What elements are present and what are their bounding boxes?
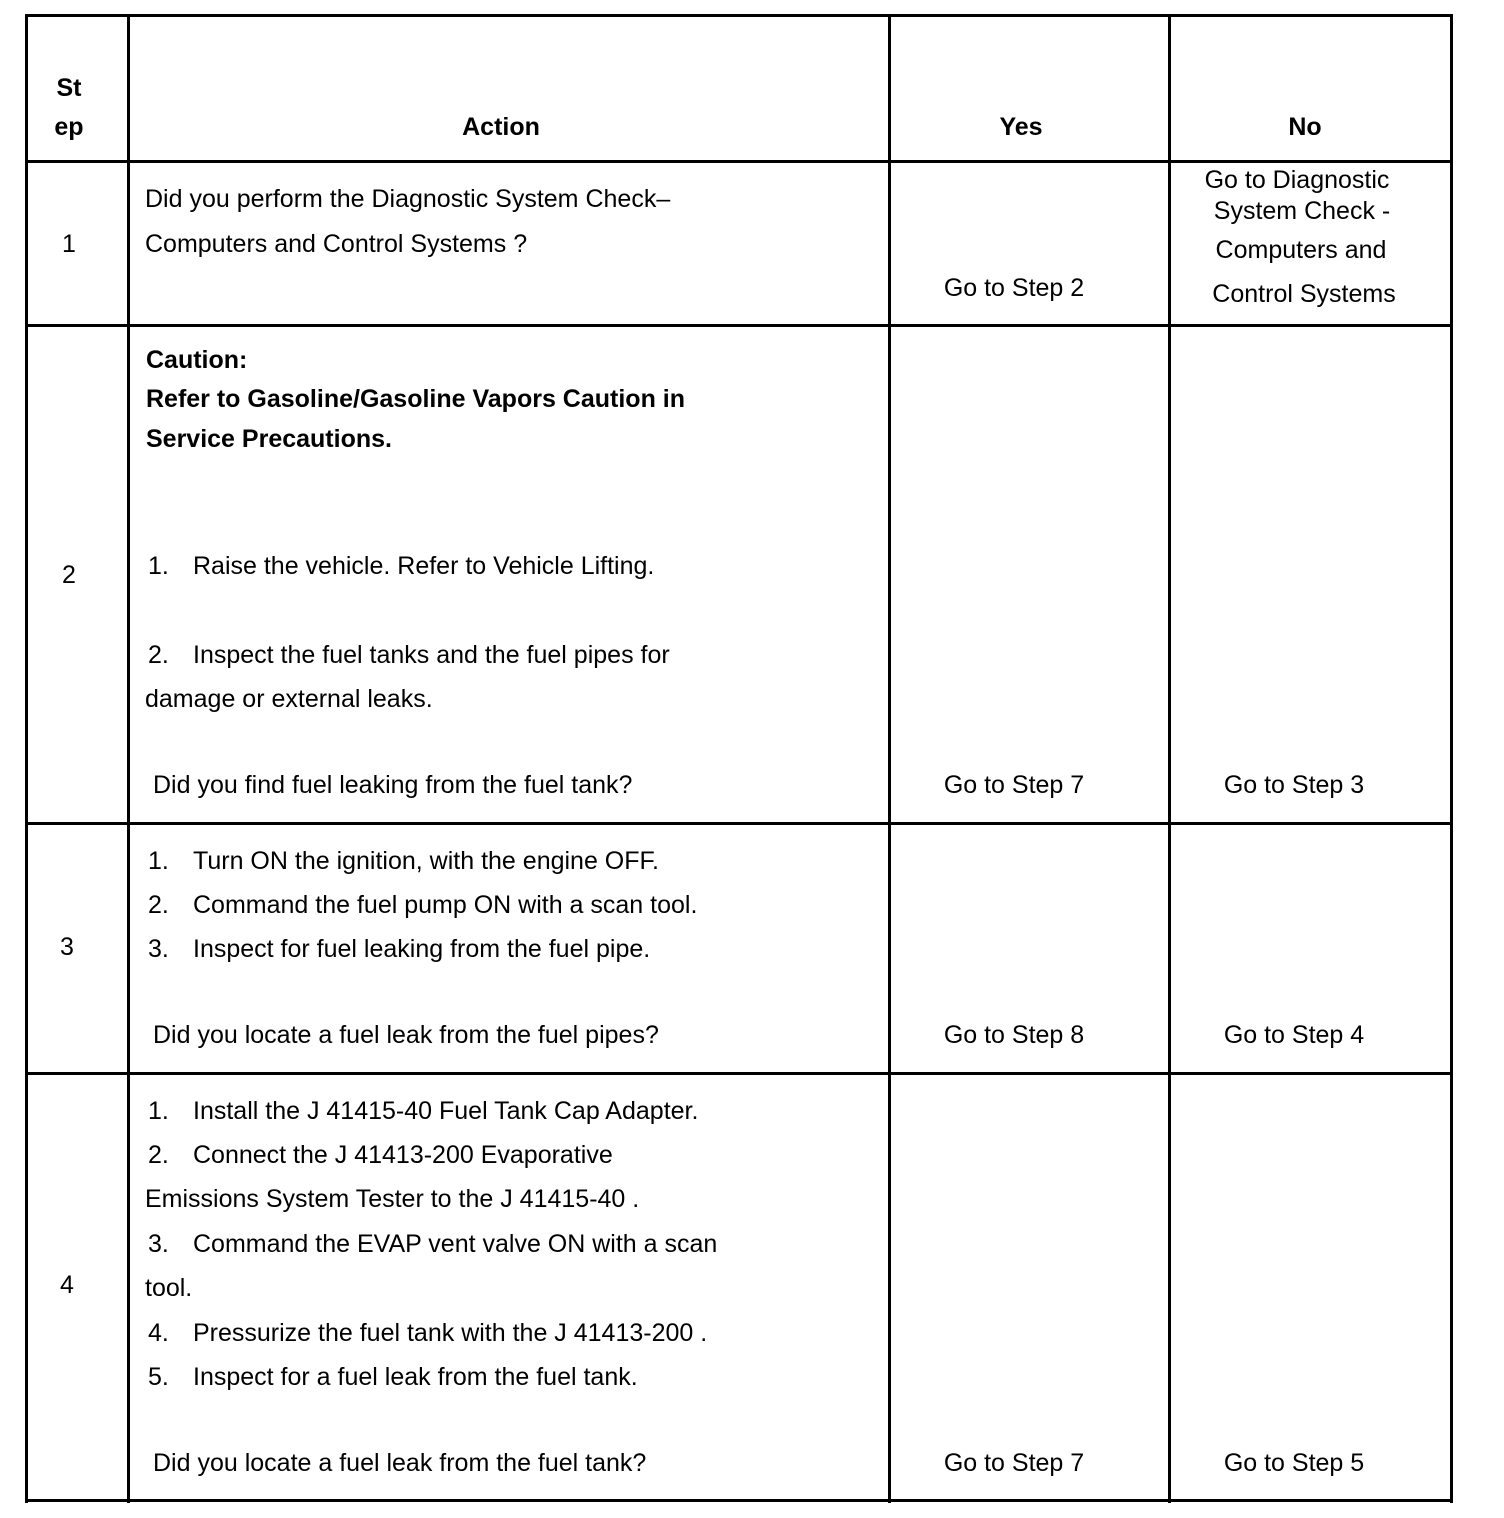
row-divider-3 [25,1072,1453,1075]
no-result: Go to Step 5 [1223,1449,1365,1477]
question-text: Did you locate a fuel leak from the fuel pipes? [153,1021,659,1049]
list-number: 5. [148,1363,169,1391]
list-item-continued: Emissions System Tester to the J 41415-40 . [145,1185,640,1213]
col-divider-step [127,14,130,1503]
table-border-left [25,14,28,1503]
list-number: 2. [148,641,169,669]
list-number: 3. [148,1230,169,1258]
header-action: Action [462,113,540,141]
caution-text: Service Precautions. [146,425,392,453]
action-text: Did you perform the Diagnostic System Check– [145,185,671,213]
list-item: Inspect for a fuel leak from the fuel tank. [193,1363,638,1391]
list-item: Raise the vehicle. Refer to Vehicle Lifting. [193,552,655,580]
yes-result: Go to Step 8 [943,1021,1085,1049]
caution-title: Caution: [146,346,248,374]
list-number: 1. [148,1097,169,1125]
no-result-line: Control Systems [1212,280,1396,308]
header-step-line2: ep [54,113,84,141]
step-number: 2 [62,561,76,589]
col-divider-yes [1168,14,1171,1503]
header-step-line1: St [56,74,82,102]
question-text: Did you locate a fuel leak from the fuel tank? [153,1449,647,1477]
row-divider-1 [25,324,1453,327]
no-result-line: Go to Diagnostic [1204,166,1390,194]
header-no: No [1288,113,1322,141]
list-item: Command the fuel pump ON with a scan tool. [193,891,698,919]
step-number: 4 [60,1271,74,1299]
table-border-top [25,14,1453,17]
list-item: Connect the J 41413-200 Evaporative [193,1141,613,1169]
step-number: 1 [62,230,76,258]
header-divider [25,160,1453,163]
col-divider-action [888,14,891,1503]
list-number: 2. [148,1141,169,1169]
list-item-continued: damage or external leaks. [145,685,433,713]
list-item: Pressurize the fuel tank with the J 41413-200 . [193,1319,708,1347]
list-number: 2. [148,891,169,919]
yes-result: Go to Step 2 [943,274,1085,302]
list-item: Install the J 41415-40 Fuel Tank Cap Adapter. [193,1097,699,1125]
list-number: 1. [148,552,169,580]
list-item: Inspect for fuel leaking from the fuel pipe. [193,935,651,963]
row-divider-2 [25,822,1453,825]
table-border-bottom [25,1499,1453,1502]
list-item: Inspect the fuel tanks and the fuel pipes for [193,641,670,669]
no-result: Go to Step 4 [1223,1021,1365,1049]
header-yes: Yes [999,113,1043,141]
list-item: Turn ON the ignition, with the engine OFF. [193,847,659,875]
list-number: 1. [148,847,169,875]
yes-result: Go to Step 7 [943,771,1085,799]
no-result-line: Computers and [1215,236,1387,264]
no-result-line: System Check - [1213,197,1391,225]
list-number: 3. [148,935,169,963]
action-text: Computers and Control Systems ? [145,230,528,258]
list-item-continued: tool. [145,1274,193,1302]
table-border-right [1450,14,1453,1503]
caution-text: Refer to Gasoline/Gasoline Vapors Caution in [146,385,686,413]
no-result: Go to Step 3 [1223,771,1365,799]
yes-result: Go to Step 7 [943,1449,1085,1477]
list-item: Command the EVAP vent valve ON with a scan [193,1230,718,1258]
list-number: 4. [148,1319,169,1347]
step-number: 3 [60,933,74,961]
question-text: Did you find fuel leaking from the fuel tank? [153,771,633,799]
